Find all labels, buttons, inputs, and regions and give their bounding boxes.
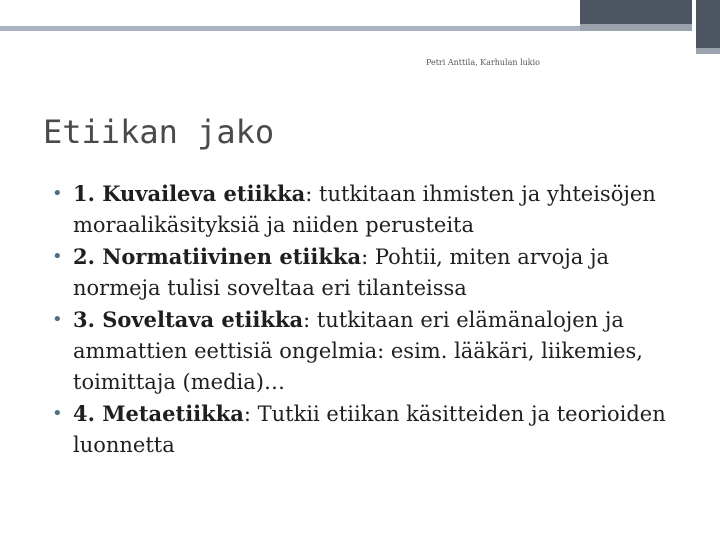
- bullet-term: 1. Kuvaileva etiikka: [73, 181, 306, 206]
- header-author-note: Petri Anttila, Karhulan lukio: [425, 58, 540, 67]
- bullet-text: : tutkitaan eri elämänalojen ja ammattien eettisiä ongelmia: esim. lääkäri, liikemies, toimittaja (media)…: [73, 308, 643, 394]
- corner-block-dark: [580, 0, 692, 24]
- bullet-term: 2. Normatiivinen etiikka: [73, 244, 362, 269]
- bullet-text: : Tutkii etiikan käsitteiden ja teorioiden luonnetta: [73, 402, 666, 457]
- bullet-term: 3. Soveltava etiikka: [73, 307, 304, 332]
- bullet-icon: •: [52, 183, 63, 204]
- bullet-item-2: [52, 241, 692, 304]
- corner-block-light: [580, 24, 692, 31]
- bullet-icon: •: [52, 403, 63, 424]
- bullet-list: [52, 178, 692, 461]
- slide-title: Etiikan jako: [43, 113, 275, 151]
- top-accent-gap: [0, 31, 580, 41]
- bullet-icon: •: [52, 309, 63, 330]
- bullet-term: 4. Metaetiikka: [73, 401, 244, 426]
- bullet-icon: •: [52, 246, 63, 267]
- bullet-item-3: [52, 304, 692, 398]
- right-edge-block-dark: [696, 0, 720, 48]
- bullet-item-4: [52, 398, 692, 461]
- bullet-text: : Pohtii, miten arvoja ja normeja tulisi soveltaa eri tilanteissa: [73, 245, 610, 300]
- bullet-text: : tutkitaan ihmisten ja yhteisöjen moraalikäsityksiä ja niiden perusteita: [73, 182, 656, 237]
- right-edge-block-light: [696, 48, 720, 54]
- bullet-item-1: [52, 178, 692, 241]
